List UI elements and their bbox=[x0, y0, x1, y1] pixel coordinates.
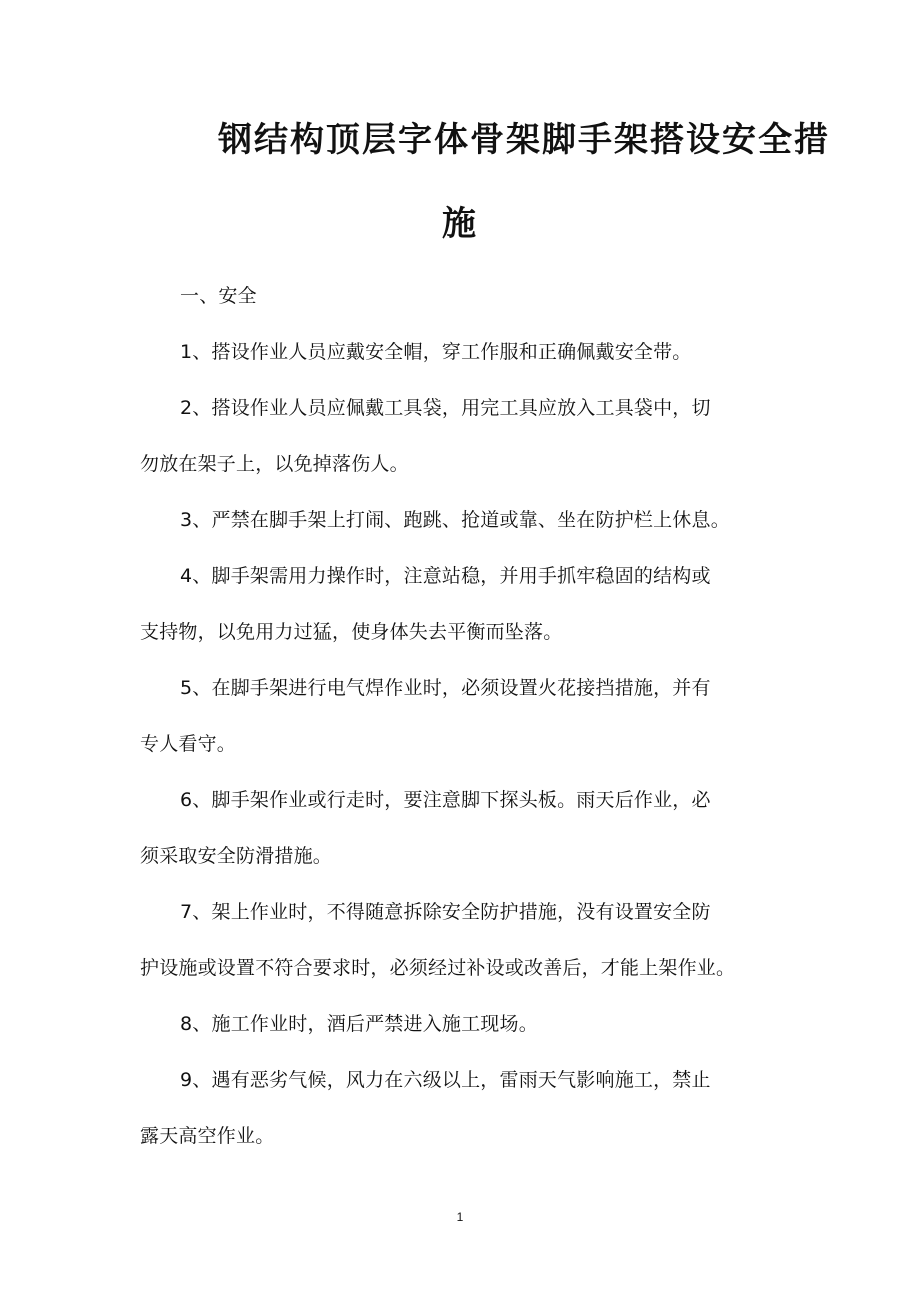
paragraph-line: 2、搭设作业人员应佩戴工具袋，用完工具应放入工具袋中，切 bbox=[180, 397, 711, 419]
document-title-line-1: 钢结构顶层字体骨架脚手架搭设安全措 bbox=[218, 120, 830, 160]
document-title-line-2: 施 bbox=[442, 204, 478, 244]
paragraph-line: 护设施或设置不符合要求时，必须经过补设或改善后，才能上架作业。 bbox=[140, 957, 736, 979]
paragraph-line: 支持物，以免用力过猛，使身体失去平衡而坠落。 bbox=[140, 621, 563, 643]
paragraph-line: 6、脚手架作业或行走时，要注意脚下探头板。雨天后作业，必 bbox=[180, 789, 711, 811]
paragraph-line: 露天高空作业。 bbox=[140, 1125, 275, 1147]
paragraph-line: 5、在脚手架进行电气焊作业时，必须设置火花接挡措施，并有 bbox=[180, 677, 711, 699]
paragraph-line: 专人看守。 bbox=[140, 733, 237, 755]
paragraph-line: 7、架上作业时，不得随意拆除安全防护措施，没有设置安全防 bbox=[180, 901, 711, 923]
paragraph-line: 4、脚手架需用力操作时，注意站稳，并用手抓牢稳固的结构或 bbox=[180, 565, 711, 587]
paragraph-line: 8、施工作业时，酒后严禁进入施工现场。 bbox=[180, 1013, 538, 1035]
section-heading: 一、安全 bbox=[180, 285, 257, 307]
paragraph-line: 1、搭设作业人员应戴安全帽，穿工作服和正确佩戴安全带。 bbox=[180, 341, 692, 363]
paragraph-line: 3、严禁在脚手架上打闹、跑跳、抢道或靠、坐在防护栏上休息。 bbox=[180, 509, 730, 531]
paragraph-line: 须采取安全防滑措施。 bbox=[140, 845, 333, 867]
page-number: 1 bbox=[456, 1210, 464, 1224]
paragraph-line: 勿放在架子上，以免掉落伤人。 bbox=[140, 453, 409, 475]
paragraph-line: 9、遇有恶劣气候，风力在六级以上，雷雨天气影响施工，禁止 bbox=[180, 1069, 711, 1091]
